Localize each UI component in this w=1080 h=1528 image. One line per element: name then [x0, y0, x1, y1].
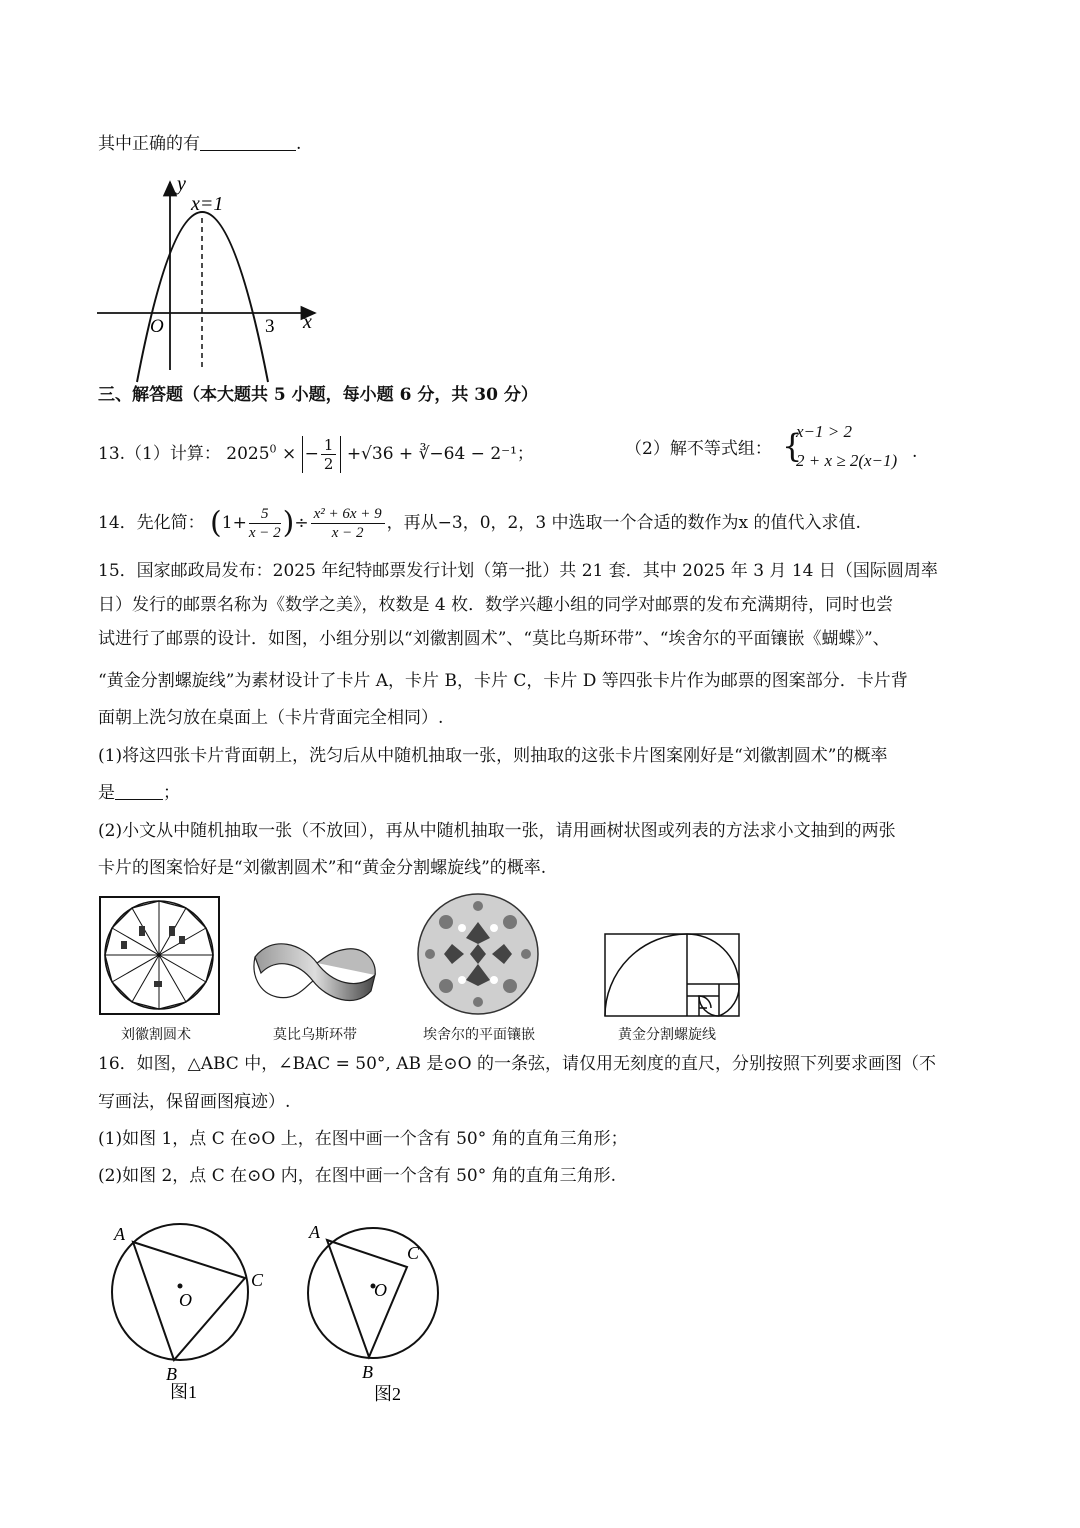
q15-line4: “黄金分割螺旋线”为素材设计了卡片 A，卡片 B，卡片 C，卡片 D 等四张卡片作为邮票的图案部分．卡片背: [98, 671, 908, 691]
svg-text:图1: 图1: [170, 1382, 197, 1402]
caption-card-c: 埃舍尔的平面镶嵌: [423, 1027, 535, 1043]
q15-line1: 15．国家邮政局发布：2025 年纪特邮票发行计划（第一批）共 21 套．其中 2025 年 3 月 14 日（国际圆周率: [98, 561, 938, 581]
ineq-line1: x−1 > 2: [796, 422, 852, 441]
svg-text:A: A: [114, 1224, 125, 1244]
q16-line2: 写画法，保留画图痕迹）.: [98, 1092, 291, 1112]
caption-card-b: 莫比乌斯环带: [273, 1027, 357, 1043]
q15-line2: 日）发行的邮票名称为《数学之美》，枚数是 4 枚．数学兴趣小组的同学对邮票的发布充满期待，同时也尝: [98, 595, 894, 615]
axis-eq-label: x=1: [191, 193, 224, 215]
svg-text:B: B: [362, 1362, 373, 1382]
q15-line3: 试进行了邮票的设计．如图，小组分别以“刘徽割圆术”、“莫比乌斯环带”、“埃舍尔的平面镶嵌《蝴蝶》”、: [98, 629, 890, 649]
card-liuhui-image: [99, 896, 220, 1015]
section3-title: 三、解答题（本大题共 5 小题，每小题 6 分，共 30 分）: [98, 385, 538, 405]
q15-part1b: 是 ；: [98, 783, 180, 803]
y-label: y: [177, 173, 186, 195]
x-label: x: [303, 311, 312, 333]
card-golden-spiral-image: [604, 933, 740, 1017]
q15-part2a: (2)小文从中随机抽取一张（不放回），再从中随机抽取一张，请用画树状图或列表的方法求小文抽到的两张: [98, 821, 896, 841]
figure-1: [110, 1220, 280, 1400]
q15-line5: 面朝上洗匀放在桌面上（卡片背面完全相同）.: [98, 708, 444, 728]
q16-part2: (2)如图 2，点 C 在⊙O 内，在图中画一个含有 50° 角的直角三角形.: [98, 1166, 617, 1186]
parabola-graph: [95, 170, 325, 385]
figure-2: [300, 1216, 450, 1404]
q14: 14．先化简： (1+ $\frac{5}{x - 2}$ )÷ $\frac{\text{x² + 6x + 9}}{x - 2}$ ，再从−3，0，2，3 中选取一个合适的数作为x 的值代入求值.: [98, 505, 861, 541]
caption-card-d: 黄金分割螺旋线: [618, 1027, 716, 1043]
q16-part1: (1)如图 1，点 C 在⊙O 上，在图中画一个含有 50° 角的直角三角形；: [98, 1129, 628, 1149]
ineq-line2: 2 + x ≥ 2(x−1): [796, 451, 898, 470]
card-mobius-image: [247, 935, 380, 1015]
answer-blank[interactable]: [200, 134, 296, 151]
origin-label: O: [150, 316, 164, 337]
q13-part1: 13.（1）计算： 2025$^0$ × − $\frac{1}{2}$ +√36 + ∛−64 − 2⁻¹；: [98, 436, 534, 473]
svg-text:C: C: [407, 1243, 420, 1263]
q12-answer-line: 其中正确的有 .: [98, 134, 302, 154]
svg-text:O: O: [374, 1280, 387, 1300]
answer-blank[interactable]: [115, 783, 163, 800]
q15-part2b: 卡片的图案恰好是“刘徽割圆术”和“黄金分割螺旋线”的概率.: [98, 858, 547, 878]
card-escher-image: [416, 892, 540, 1016]
caption-card-a: 刘徽割圆术: [121, 1027, 191, 1043]
brace: {: [782, 427, 803, 465]
q16-line1: 16．如图，△ABC 中，∠BAC = 50°, AB 是⊙O 的一条弦，请仅用无刻度的直尺，分别按照下列要求画图（不: [98, 1054, 936, 1074]
svg-text:B: B: [166, 1364, 177, 1384]
root-label: 3: [265, 316, 275, 337]
svg-text:图2: 图2: [374, 1384, 401, 1404]
svg-text:C: C: [251, 1270, 264, 1290]
q13-part2-label: （2）解不等式组：: [625, 439, 772, 459]
svg-text:O: O: [179, 1290, 192, 1310]
svg-text:A: A: [309, 1222, 320, 1242]
q15-part1a: (1)将这四张卡片背面朝上，洗匀后从中随机抽取一张，则抽取的这张卡片图案刚好是“刘徽割圆术”的概率: [98, 746, 888, 766]
